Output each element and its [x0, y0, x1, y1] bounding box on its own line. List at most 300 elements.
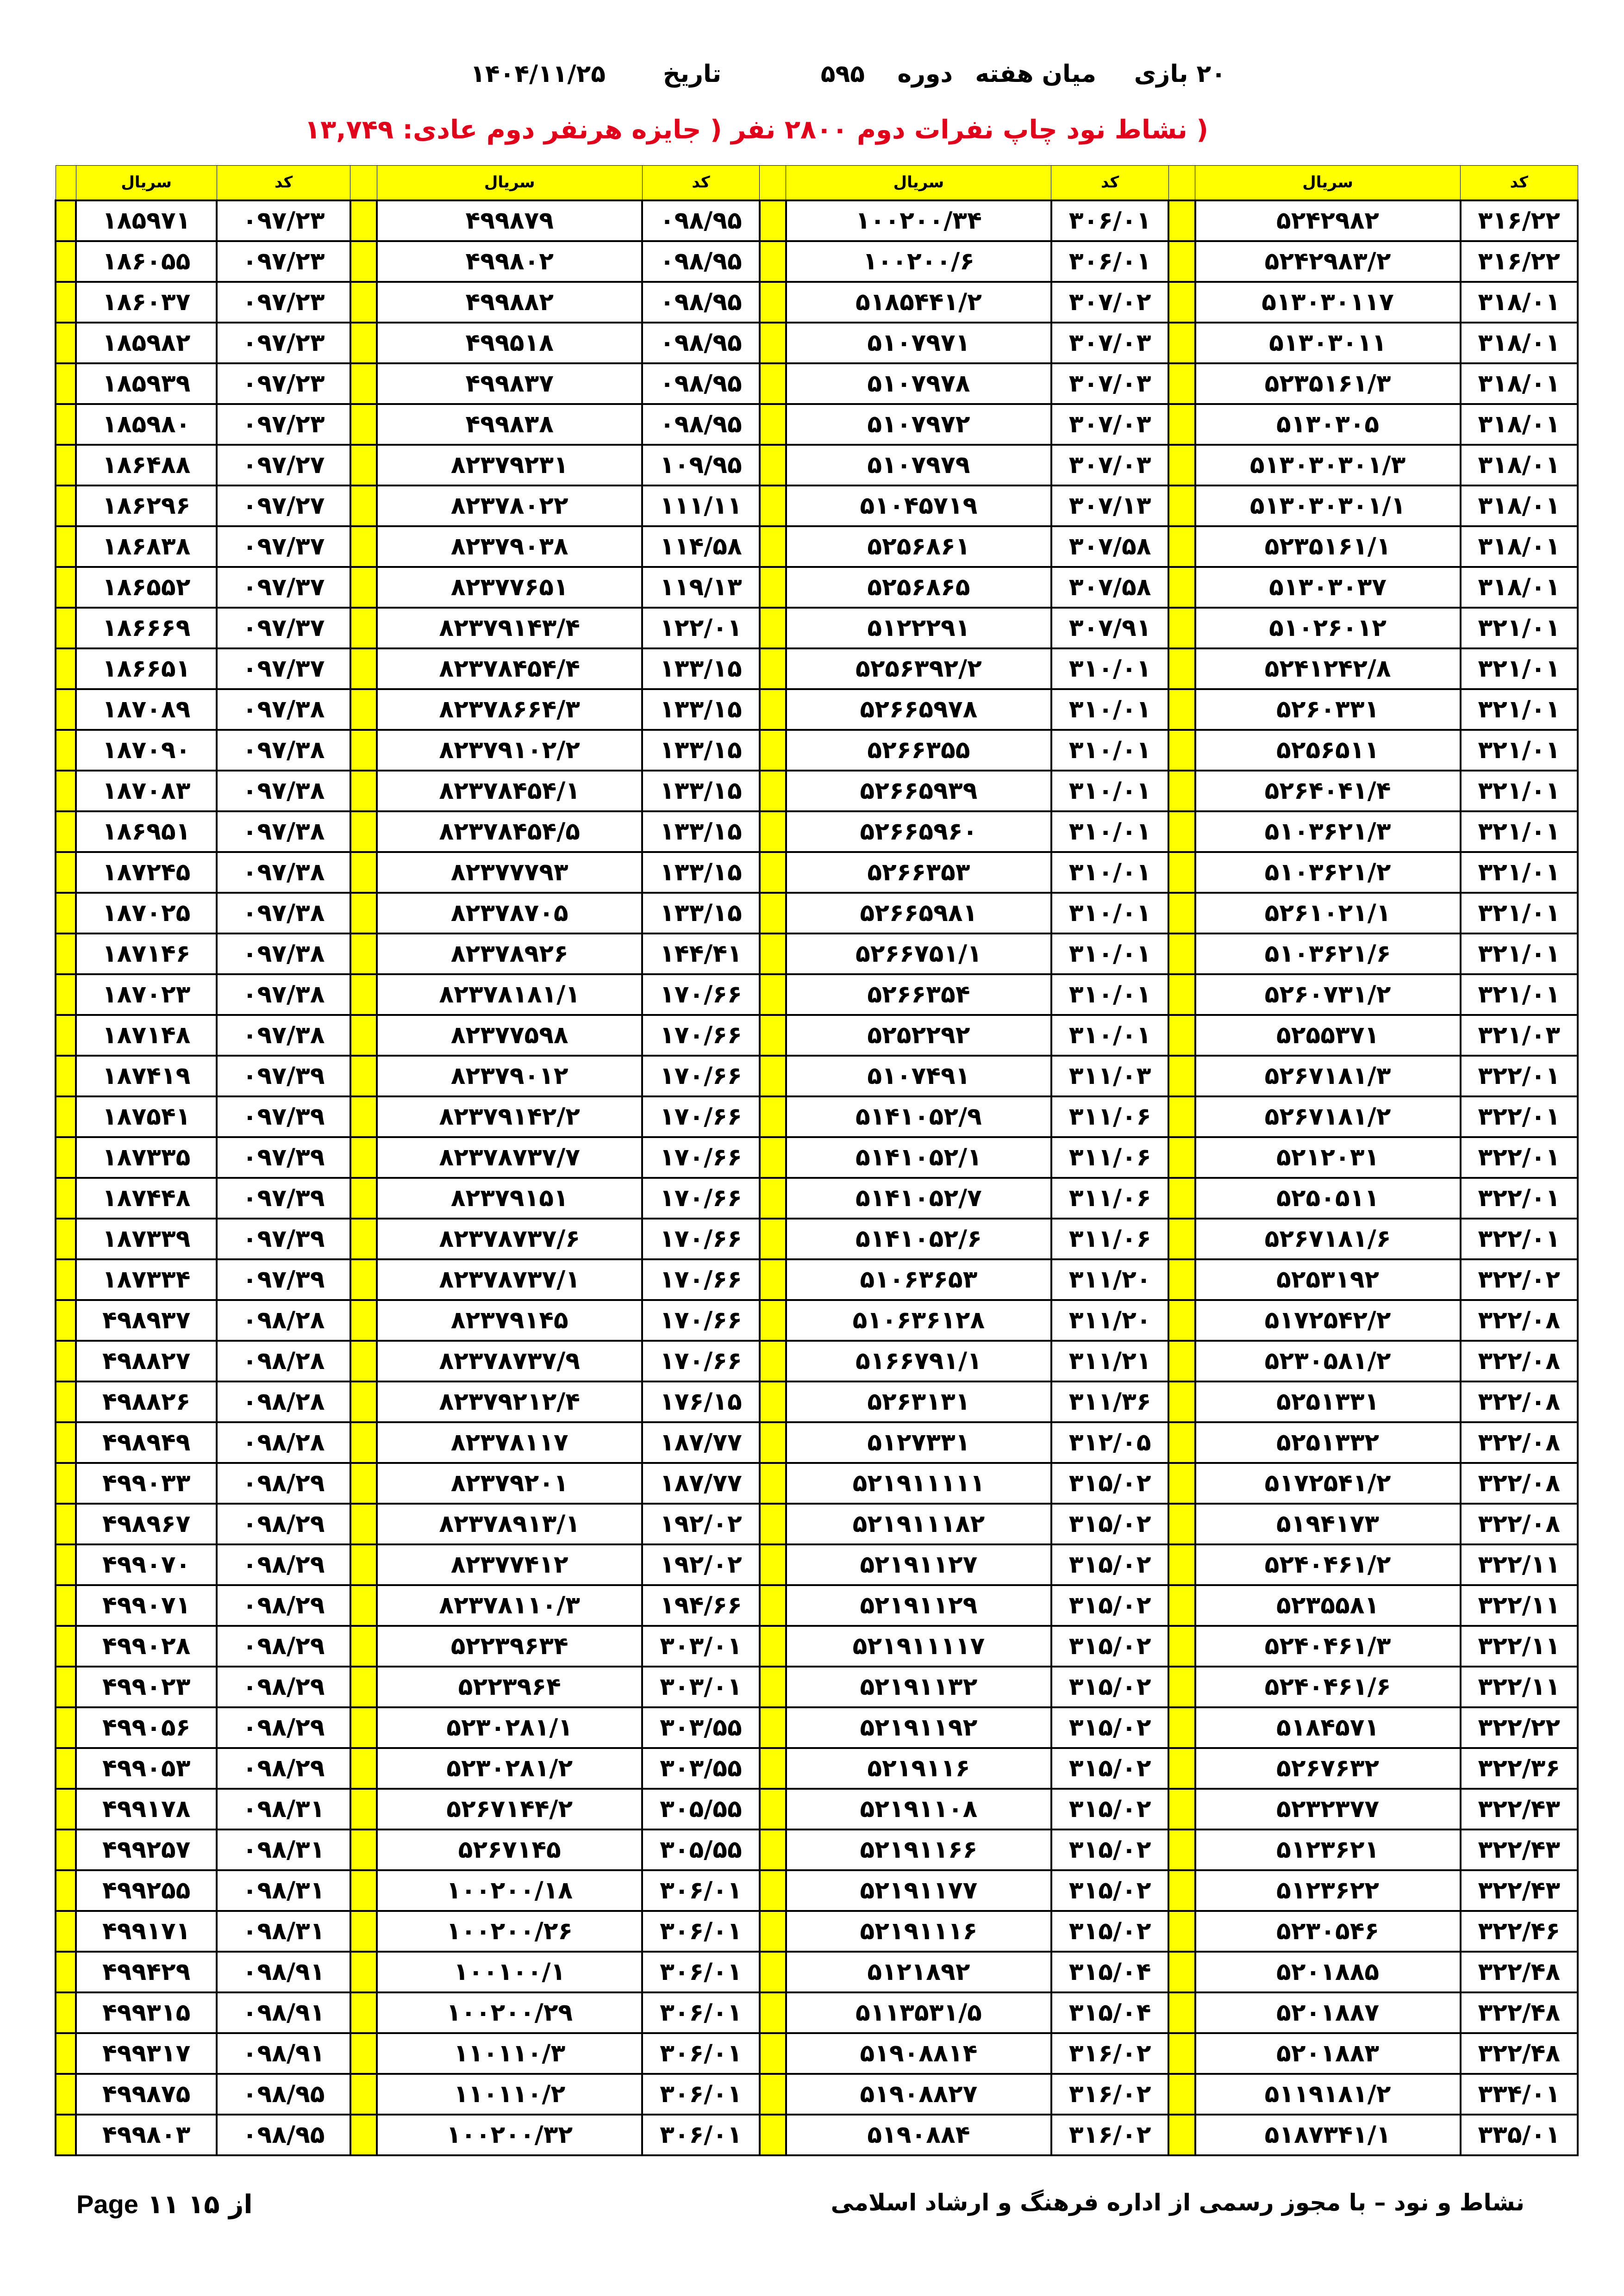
serial-cell: ۸۲۳۷۸۴۵۴/۱: [377, 771, 642, 811]
code-cell: ۳۱۶/۰۲: [1051, 2115, 1168, 2155]
gap-cell: [760, 1626, 786, 1667]
serial-cell: ۱۰۰۲۰۰/۲۶: [377, 1911, 642, 1952]
serial-cell: ۱۰۰۲۰۰/۳۴: [786, 200, 1051, 241]
serial-cell: ۵۱۸۷۳۴۱/۱: [1195, 2115, 1461, 2155]
code-cell: ۰۹۸/۲۹: [217, 1748, 350, 1789]
gap-cell: [350, 1544, 377, 1585]
code-cell: ۱۷۰/۶۶: [642, 1219, 759, 1259]
table-row: [56, 1544, 1578, 1585]
gap-cell: [350, 1056, 377, 1096]
code-cell: ۰۹۸/۲۸: [217, 1381, 350, 1422]
gap-cell: [760, 1789, 786, 1829]
gap-cell: [350, 1789, 377, 1829]
serial-cell: ۴۹۹۰۲۳: [76, 1667, 217, 1707]
table-row: [56, 2115, 1578, 2155]
code-cell: ۳۱۰/۰۱: [1051, 893, 1168, 933]
serial-cell: ۵۱۰۶۳۶۱۲۸: [786, 1300, 1051, 1341]
date-value: ۱۴۰۴/۱۱/۲۵: [470, 60, 606, 88]
table-row: [56, 241, 1578, 282]
table-row: [56, 933, 1578, 974]
code-cell: ۳۱۸/۰۱: [1461, 282, 1578, 323]
gap-cell: [56, 1626, 76, 1667]
table-row: [56, 1829, 1578, 1870]
serial-cell: ۵۱۴۱۰۵۲/۱: [786, 1137, 1051, 1178]
serial-cell: ۵۱۳۰۳۰۳۰۱/۱: [1195, 485, 1461, 526]
gap-cell: [56, 1748, 76, 1789]
table-row: [56, 811, 1578, 852]
serial-cell: ۴۹۹۰۷۰: [76, 1544, 217, 1585]
code-cell: ۳۱۰/۰۱: [1051, 852, 1168, 893]
serial-cell: ۴۹۹۰۳۳: [76, 1463, 217, 1504]
gap-cell: [760, 1748, 786, 1789]
gap-cell: [350, 1829, 377, 1870]
serial-cell: ۵۲۳۰۵۸۱/۲: [1195, 1341, 1461, 1381]
gap-cell: [1168, 241, 1195, 282]
gap-cell: [350, 1381, 377, 1422]
code-cell: ۱۱۹/۱۳: [642, 567, 759, 608]
serial-cell: ۵۲۶۶۵۹۳۹: [786, 771, 1051, 811]
serial-cell: ۵۲۱۹۱۱۱۸۲: [786, 1504, 1051, 1544]
gap-cell: [760, 2033, 786, 2074]
serial-cell: ۱۸۷۰۸۹: [76, 689, 217, 730]
serial-cell: ۵۲۱۹۱۱۲۷: [786, 1544, 1051, 1585]
serial-cell: ۵۲۴۲۹۸۳/۲: [1195, 241, 1461, 282]
code-cell: ۱۳۳/۱۵: [642, 893, 759, 933]
serial-cell: ۱۸۵۹۷۱: [76, 200, 217, 241]
table-row: [56, 1137, 1578, 1178]
gap-cell: [760, 933, 786, 974]
code-cell: ۰۹۷/۳۸: [217, 689, 350, 730]
serial-cell: ۱۰۰۲۰۰/۱۸: [377, 1870, 642, 1911]
serial-cell: ۵۲۵۱۳۳۲: [1195, 1422, 1461, 1463]
code-cell: ۳۲۲/۱۱: [1461, 1667, 1578, 1707]
code-cell: ۳۱۱/۰۳: [1051, 1056, 1168, 1096]
serial-cell: ۴۹۹۳۱۵: [76, 1992, 217, 2033]
gap-cell: [56, 1178, 76, 1219]
gap-cell: [56, 1667, 76, 1707]
serial-cell: ۵۱۷۲۵۴۱/۲: [1195, 1463, 1461, 1504]
gap-cell: [350, 1463, 377, 1504]
table-row: [56, 1911, 1578, 1952]
table-row: [56, 1707, 1578, 1748]
gap-cell: [350, 404, 377, 445]
code-cell: ۳۳۴/۰۱: [1461, 2074, 1578, 2115]
gap-cell: [1168, 811, 1195, 852]
serial-cell: ۵۲۱۹۱۱۷۷: [786, 1870, 1051, 1911]
serial-cell: ۵۱۰۲۶۰۱۲: [1195, 608, 1461, 648]
serial-cell: ۱۸۶۶۵۱: [76, 648, 217, 689]
code-cell: ۳۰۶/۰۱: [642, 2074, 759, 2115]
gap-cell: [760, 1422, 786, 1463]
date-label: تاریخ: [663, 60, 721, 88]
gap-cell: [350, 1707, 377, 1748]
table-row: [56, 1219, 1578, 1259]
code-cell: ۳۱۰/۰۱: [1051, 730, 1168, 771]
code-cell: ۰۹۷/۳۹: [217, 1137, 350, 1178]
serial-cell: ۵۱۴۱۰۵۲/۷: [786, 1178, 1051, 1219]
gap-cell: [350, 1911, 377, 1952]
gap-cell: [56, 1300, 76, 1341]
table-row: [56, 893, 1578, 933]
code-cell: ۳۲۱/۰۱: [1461, 974, 1578, 1015]
gap-cell: [56, 1911, 76, 1952]
table-row: [56, 200, 1578, 241]
code-cell: ۱۳۳/۱۵: [642, 730, 759, 771]
gap-cell: [1168, 567, 1195, 608]
serial-cell: ۸۲۳۷۹۱۴۵: [377, 1300, 642, 1341]
table-row: [56, 1504, 1578, 1544]
serial-cell: ۸۲۳۷۹۲۰۱: [377, 1463, 642, 1504]
code-cell: ۰۹۸/۹۵: [217, 2074, 350, 2115]
code-cell: ۱۷۶/۱۵: [642, 1381, 759, 1422]
code-cell: ۳۱۲/۰۵: [1051, 1422, 1168, 1463]
serial-cell: ۱۱۰۱۱۰/۲: [377, 2074, 642, 2115]
table-row: [56, 1789, 1578, 1829]
gap-cell: [760, 1137, 786, 1178]
code-cell: ۰۹۷/۳۹: [217, 1096, 350, 1137]
serial-cell: ۵۲۲۳۹۶۳۴: [377, 1626, 642, 1667]
title-line: [0, 60, 1624, 97]
gap-cell: [350, 730, 377, 771]
code-cell: ۳۱۰/۰۱: [1051, 933, 1168, 974]
gap-cell: [350, 893, 377, 933]
gap-cell: [760, 893, 786, 933]
table-row: [56, 282, 1578, 323]
code-cell: ۰۹۸/۲۹: [217, 1504, 350, 1544]
serial-cell: ۱۸۵۹۳۹: [76, 363, 217, 404]
gap-cell: [56, 1463, 76, 1504]
code-cell: ۳۰۶/۰۱: [642, 1911, 759, 1952]
col-serial: سریال: [377, 166, 642, 200]
code-cell: ۳۲۱/۰۱: [1461, 852, 1578, 893]
table-row: [56, 1870, 1578, 1911]
code-cell: ۳۰۵/۵۵: [642, 1829, 759, 1870]
code-cell: ۳۲۲/۱۱: [1461, 1585, 1578, 1626]
gap-cell: [350, 1259, 377, 1300]
code-cell: ۰۹۷/۲۳: [217, 404, 350, 445]
gap-cell: [350, 1341, 377, 1381]
gap-cell: [350, 1178, 377, 1219]
gap-cell: [1168, 1829, 1195, 1870]
gap-cell: [56, 1381, 76, 1422]
serial-cell: ۴۹۹۸۷۵: [76, 2074, 217, 2115]
serial-cell: ۵۲۴۲۹۸۲: [1195, 200, 1461, 241]
code-cell: ۰۹۷/۳۹: [217, 1219, 350, 1259]
code-cell: ۳۰۷/۰۲: [1051, 282, 1168, 323]
gap-cell: [56, 1219, 76, 1259]
gap-cell: [760, 2074, 786, 2115]
gap-cell: [760, 1707, 786, 1748]
serial-cell: ۵۲۶۷۱۴۴/۲: [377, 1789, 642, 1829]
page-indicator: [76, 2189, 253, 2226]
gap-cell: [1168, 608, 1195, 648]
gap-cell: [1168, 1219, 1195, 1259]
code-cell: ۳۱۱/۰۶: [1051, 1137, 1168, 1178]
gap-cell: [56, 1870, 76, 1911]
gap-cell: [760, 1219, 786, 1259]
serial-cell: ۱۸۶۰۳۷: [76, 282, 217, 323]
serial-cell: ۵۲۶۶۵۹۸۱: [786, 893, 1051, 933]
code-cell: ۰۹۸/۳۱: [217, 1829, 350, 1870]
code-cell: ۳۰۷/۹۱: [1051, 608, 1168, 648]
code-cell: ۰۹۸/۲۹: [217, 1626, 350, 1667]
serial-cell: ۵۲۵۵۳۷۱: [1195, 1015, 1461, 1056]
code-cell: ۱۴۴/۴۱: [642, 933, 759, 974]
gap-cell: [56, 893, 76, 933]
serial-cell: ۸۲۳۷۹۱۴۲/۲: [377, 1096, 642, 1137]
gap-cell: [56, 1015, 76, 1056]
table-row: [56, 485, 1578, 526]
serial-cell: ۱۸۷۰۸۳: [76, 771, 217, 811]
game-label: ۲۰ بازی: [1134, 60, 1226, 88]
code-cell: ۳۲۲/۱۱: [1461, 1544, 1578, 1585]
code-cell: ۰۹۸/۹۱: [217, 1992, 350, 2033]
serial-cell: ۵۱۹۰۸۸۴: [786, 2115, 1051, 2155]
serial-cell: ۴۹۹۰۵۶: [76, 1707, 217, 1748]
serial-cell: ۵۱۳۰۳۰۱۱۷: [1195, 282, 1461, 323]
serial-cell: ۵۲۱۲۰۳۱: [1195, 1137, 1461, 1178]
serial-cell: ۵۲۵۰۵۱۱: [1195, 1178, 1461, 1219]
gap-cell: [350, 241, 377, 282]
gap-cell: [760, 1341, 786, 1381]
gap-cell: [760, 1300, 786, 1341]
serial-cell: ۸۲۳۷۹۰۱۲: [377, 1056, 642, 1096]
code-cell: ۳۲۲/۰۱: [1461, 1219, 1578, 1259]
table-header: [56, 166, 1578, 200]
code-cell: ۳۲۲/۰۸: [1461, 1463, 1578, 1504]
subtitle-line: [0, 115, 1624, 152]
serial-cell: ۱۸۷۲۴۵: [76, 852, 217, 893]
serial-cell: ۸۲۳۷۸۶۶۴/۳: [377, 689, 642, 730]
gap-cell: [56, 241, 76, 282]
gap-cell: [350, 689, 377, 730]
col-code: کد: [642, 166, 759, 200]
code-cell: ۰۹۸/۹۵: [642, 363, 759, 404]
gap-cell: [350, 1870, 377, 1911]
code-cell: ۱۳۳/۱۵: [642, 648, 759, 689]
serial-cell: ۵۱۱۳۵۳۱/۵: [786, 1992, 1051, 2033]
serial-cell: ۵۲۱۹۱۱۱۶: [786, 1911, 1051, 1952]
code-cell: ۳۰۷/۰۳: [1051, 404, 1168, 445]
gap-cell: [760, 1463, 786, 1504]
table-row: [56, 648, 1578, 689]
code-cell: ۱۳۳/۱۵: [642, 771, 759, 811]
serial-cell: ۵۲۶۶۳۵۳: [786, 852, 1051, 893]
code-cell: ۱۹۲/۰۲: [642, 1504, 759, 1544]
serial-cell: ۵۲۱۹۱۱۶۶: [786, 1829, 1051, 1870]
code-cell: ۳۱۱/۰۶: [1051, 1219, 1168, 1259]
gap-cell: [56, 2033, 76, 2074]
code-cell: ۰۹۸/۹۵: [217, 2115, 350, 2155]
serial-cell: ۸۲۳۷۸۹۱۳/۱: [377, 1504, 642, 1544]
code-cell: ۳۱۵/۰۲: [1051, 1585, 1168, 1626]
subtitle: ( نشاط نود چاپ نفرات دوم ۲۸۰۰ نفر ( جایزه هرنفر دوم عادی: ۱۳,۷۴۹: [304, 115, 1208, 145]
gap-cell: [1168, 771, 1195, 811]
serial-cell: ۵۲۴۱۲۴۲/۸: [1195, 648, 1461, 689]
table-row: [56, 1952, 1578, 1992]
gap-cell: [1168, 1789, 1195, 1829]
gap-cell: [1168, 2074, 1195, 2115]
gap-cell: [56, 1137, 76, 1178]
col-gap: [56, 166, 76, 200]
serial-cell: ۵۲۴۰۴۶۱/۲: [1195, 1544, 1461, 1585]
gap-cell: [56, 933, 76, 974]
gap-cell: [760, 608, 786, 648]
col-serial: سریال: [786, 166, 1051, 200]
serial-cell: ۵۱۰۷۴۹۱: [786, 1056, 1051, 1096]
code-cell: ۳۱۵/۰۲: [1051, 1789, 1168, 1829]
serial-cell: ۸۲۳۷۸۰۲۲: [377, 485, 642, 526]
serial-cell: ۵۱۲۱۸۹۲: [786, 1952, 1051, 1992]
gap-cell: [350, 648, 377, 689]
serial-cell: ۵۲۶۶۵۹۶۰: [786, 811, 1051, 852]
code-cell: ۳۲۲/۰۱: [1461, 1096, 1578, 1137]
code-cell: ۳۱۰/۰۱: [1051, 648, 1168, 689]
serial-cell: ۴۹۹۳۱۷: [76, 2033, 217, 2074]
serial-cell: ۵۲۱۹۱۱۱۱۷: [786, 1626, 1051, 1667]
serial-cell: ۱۱۰۱۱۰/۳: [377, 2033, 642, 2074]
code-cell: ۳۲۲/۴۸: [1461, 1952, 1578, 1992]
serial-cell: ۵۱۹۰۸۸۲۷: [786, 2074, 1051, 2115]
gap-cell: [1168, 1381, 1195, 1422]
gap-cell: [760, 1096, 786, 1137]
serial-cell: ۵۱۴۱۰۵۲/۹: [786, 1096, 1051, 1137]
table-row: [56, 1015, 1578, 1056]
serial-cell: ۵۱۰۷۹۷۹: [786, 445, 1051, 485]
table-row: [56, 608, 1578, 648]
serial-cell: ۵۱۰۳۶۲۱/۲: [1195, 852, 1461, 893]
code-cell: ۳۱۵/۰۲: [1051, 1504, 1168, 1544]
code-cell: ۳۰۶/۰۱: [642, 2033, 759, 2074]
code-cell: ۳۱۵/۰۴: [1051, 1992, 1168, 2033]
code-cell: ۰۹۸/۹۵: [642, 323, 759, 363]
gap-cell: [350, 1504, 377, 1544]
code-cell: ۱۸۷/۷۷: [642, 1463, 759, 1504]
gap-cell: [1168, 2033, 1195, 2074]
serial-cell: ۱۸۷۴۱۹: [76, 1056, 217, 1096]
serial-cell: ۸۲۳۷۹۱۴۳/۴: [377, 608, 642, 648]
code-cell: ۰۹۷/۳۸: [217, 852, 350, 893]
gap-cell: [56, 1952, 76, 1992]
serial-cell: ۵۱۲۲۲۹۱: [786, 608, 1051, 648]
table-row: [56, 1585, 1578, 1626]
code-cell: ۳۰۳/۰۱: [642, 1667, 759, 1707]
code-cell: ۳۰۷/۱۳: [1051, 485, 1168, 526]
gap-cell: [56, 689, 76, 730]
table-body: [56, 200, 1578, 2155]
code-cell: ۰۹۷/۳۷: [217, 608, 350, 648]
code-cell: ۳۲۲/۴۳: [1461, 1789, 1578, 1829]
gap-cell: [760, 323, 786, 363]
code-cell: ۰۹۸/۳۱: [217, 1789, 350, 1829]
gap-cell: [760, 1585, 786, 1626]
code-cell: ۰۹۷/۳۸: [217, 730, 350, 771]
gap-cell: [760, 1911, 786, 1952]
gap-cell: [1168, 1259, 1195, 1300]
code-cell: ۳۲۲/۰۸: [1461, 1422, 1578, 1463]
code-cell: ۳۰۶/۰۱: [642, 2115, 759, 2155]
serial-cell: ۵۲۴۰۴۶۱/۶: [1195, 1667, 1461, 1707]
serial-cell: ۵۲۵۳۱۹۲: [1195, 1259, 1461, 1300]
code-cell: ۳۰۷/۵۸: [1051, 526, 1168, 567]
serial-cell: ۴۹۹۸۳۷: [377, 363, 642, 404]
gap-cell: [56, 363, 76, 404]
serial-cell: ۵۲۵۶۳۹۲/۲: [786, 648, 1051, 689]
midweek-label: میان هفته: [975, 60, 1096, 88]
serial-cell: ۵۲۳۵۱۶۱/۱: [1195, 526, 1461, 567]
col-gap: [760, 166, 786, 200]
serial-cell: ۵۲۵۶۵۱۱: [1195, 730, 1461, 771]
gap-cell: [56, 1422, 76, 1463]
gap-cell: [1168, 323, 1195, 363]
gap-cell: [1168, 1137, 1195, 1178]
gap-cell: [56, 485, 76, 526]
gap-cell: [760, 689, 786, 730]
code-cell: ۰۹۷/۲۷: [217, 445, 350, 485]
gap-cell: [350, 1626, 377, 1667]
code-cell: ۳۱۵/۰۲: [1051, 1911, 1168, 1952]
gap-cell: [760, 1952, 786, 1992]
code-cell: ۳۲۲/۰۸: [1461, 1381, 1578, 1422]
table-row: [56, 445, 1578, 485]
serial-cell: ۸۲۳۷۷۶۵۱: [377, 567, 642, 608]
gap-cell: [760, 648, 786, 689]
gap-cell: [350, 1992, 377, 2033]
gap-cell: [1168, 1178, 1195, 1219]
serial-cell: ۸۲۳۷۹۲۱۲/۴: [377, 1381, 642, 1422]
gap-cell: [56, 1585, 76, 1626]
gap-cell: [760, 1829, 786, 1870]
gap-cell: [350, 1300, 377, 1341]
code-cell: ۳۱۱/۰۶: [1051, 1096, 1168, 1137]
serial-cell: ۴۹۸۹۴۹: [76, 1422, 217, 1463]
gap-cell: [1168, 1544, 1195, 1585]
code-cell: ۱۷۰/۶۶: [642, 1300, 759, 1341]
code-cell: ۰۹۸/۲۹: [217, 1667, 350, 1707]
serial-cell: ۱۰۰۱۰۰/۱: [377, 1952, 642, 1992]
serial-cell: ۵۲۶۰۷۳۱/۲: [1195, 974, 1461, 1015]
serial-cell: ۵۱۰۶۳۶۵۳: [786, 1259, 1051, 1300]
code-cell: ۳۲۲/۴۳: [1461, 1870, 1578, 1911]
gap-cell: [350, 2033, 377, 2074]
code-cell: ۰۹۸/۹۵: [642, 241, 759, 282]
gap-cell: [760, 1870, 786, 1911]
gap-cell: [56, 567, 76, 608]
code-cell: ۰۹۷/۲۷: [217, 485, 350, 526]
code-cell: ۳۱۰/۰۱: [1051, 771, 1168, 811]
code-cell: ۳۲۱/۰۱: [1461, 771, 1578, 811]
serial-cell: ۵۲۳۵۵۸۱: [1195, 1585, 1461, 1626]
code-cell: ۰۹۸/۹۵: [642, 200, 759, 241]
gap-cell: [350, 974, 377, 1015]
serial-cell: ۴۹۹۸۰۳: [76, 2115, 217, 2155]
serial-cell: ۱۸۷۱۴۸: [76, 1015, 217, 1056]
table-row: [56, 1341, 1578, 1381]
gap-cell: [56, 445, 76, 485]
gap-cell: [350, 1015, 377, 1056]
serial-cell: ۸۲۳۷۸۱۱۷: [377, 1422, 642, 1463]
serial-cell: ۵۱۲۷۳۳۱: [786, 1422, 1051, 1463]
code-cell: ۳۰۷/۵۸: [1051, 567, 1168, 608]
col-serial: سریال: [1195, 166, 1461, 200]
serial-cell: ۵۲۶۶۷۵۱/۱: [786, 933, 1051, 974]
serial-cell: ۱۸۶۲۹۶: [76, 485, 217, 526]
serial-cell: ۵۱۰۷۹۷۸: [786, 363, 1051, 404]
serial-cell: ۵۱۸۵۴۴۱/۲: [786, 282, 1051, 323]
code-cell: ۰۹۷/۲۳: [217, 282, 350, 323]
gap-cell: [1168, 730, 1195, 771]
serial-cell: ۱۰۰۲۰۰/۲۹: [377, 1992, 642, 2033]
